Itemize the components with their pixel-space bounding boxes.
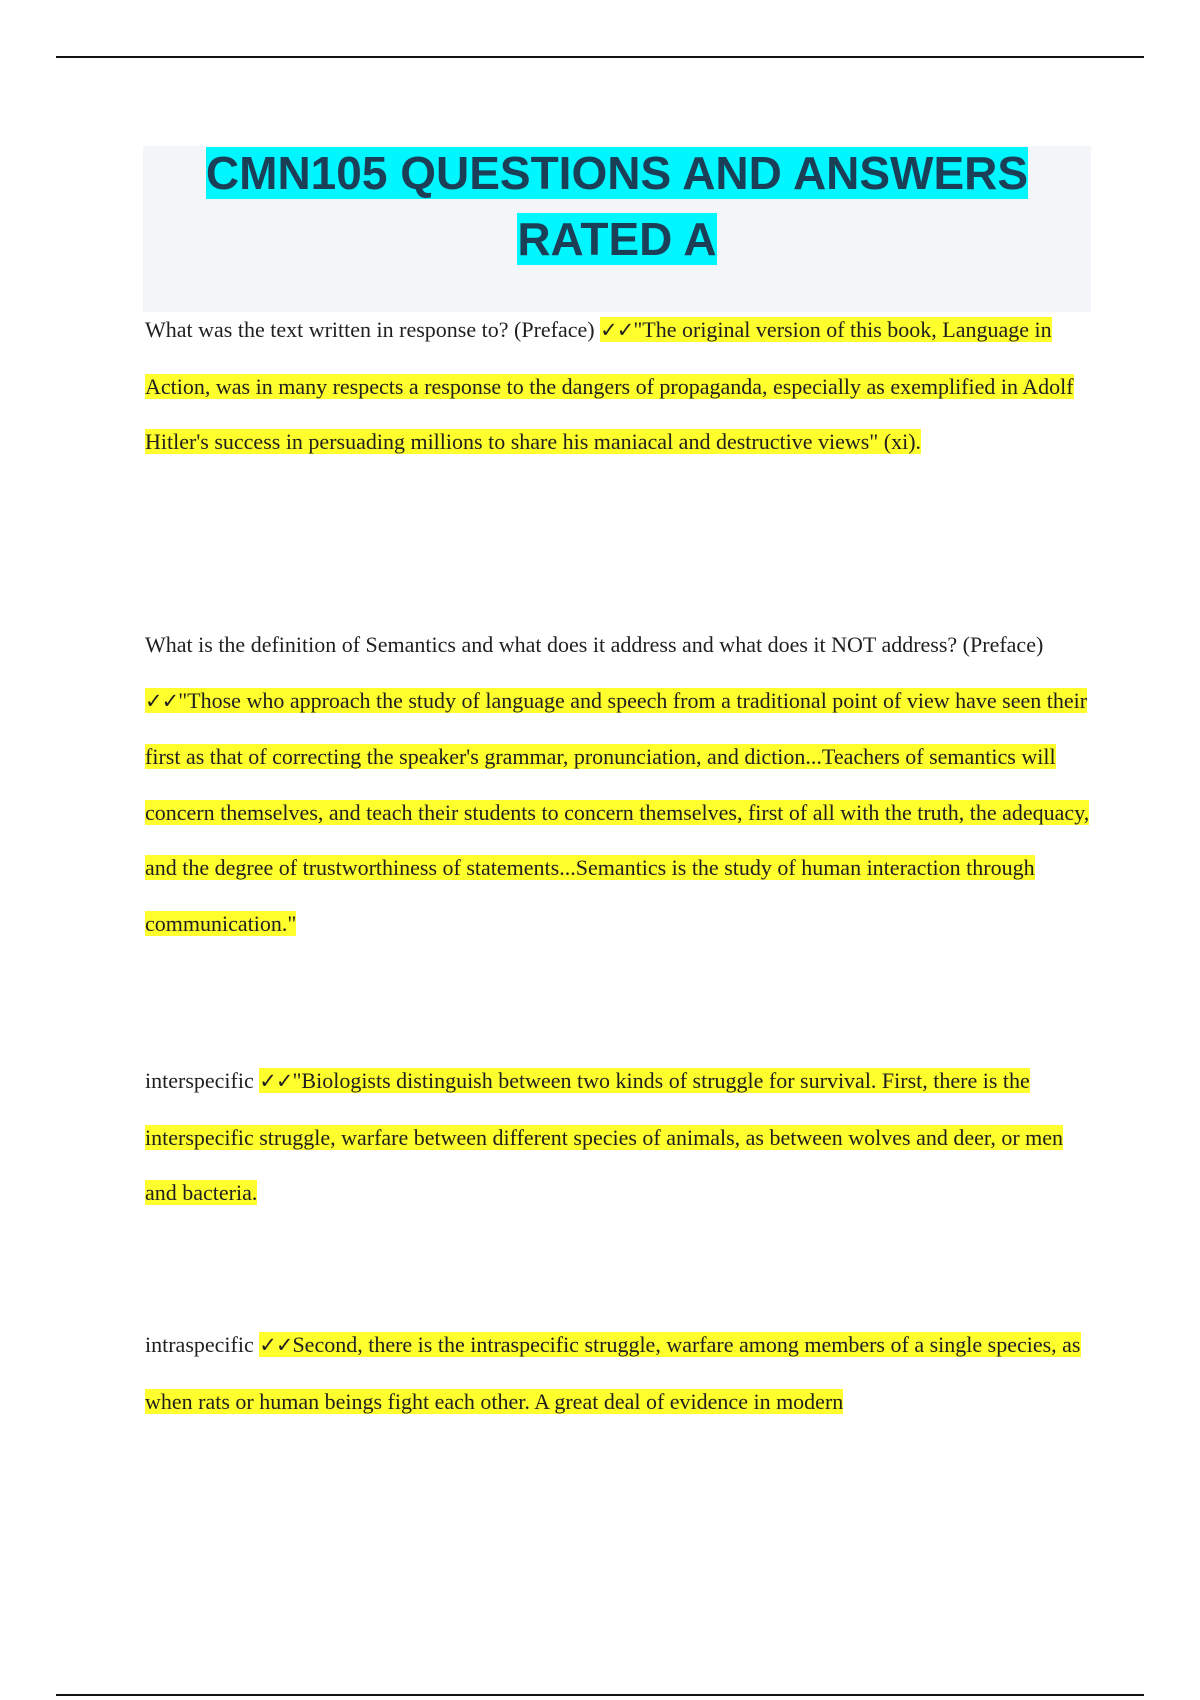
question-text: interspecific <box>145 1068 260 1093</box>
question-text: intraspecific <box>145 1332 260 1357</box>
qa-entry <box>145 302 1095 470</box>
qa-entry <box>145 1317 1095 1429</box>
double-check-icon: ✓✓ <box>145 688 179 713</box>
answer-body: "The original version of this book, Language in Action, was in many respects a response to the dangers of propaganda, especially as exemplified in Adolf Hitler's success in persuading millions to share his maniacal and destructive views" (xi). <box>145 317 1074 454</box>
document-title-line-2: RATED A <box>517 213 717 265</box>
double-check-icon: ✓✓ <box>600 318 634 342</box>
document-title-line-1: CMN105 QUESTIONS AND ANSWERS <box>205 147 1029 199</box>
answer-body: "Biologists distinguish between two kinds of struggle for survival. First, there is the interspecific struggle, warfare between different species of animals, as between wolves and deer, or men and bacteria. <box>145 1068 1064 1205</box>
answer-text <box>145 688 1089 936</box>
question-text: What is the definition of Semantics and what does it address and what does it NOT address? (Preface) <box>145 632 1044 657</box>
answer-text <box>145 1068 1063 1205</box>
question-text: What was the text written in response to? (Preface) <box>145 317 601 342</box>
qa-entry <box>145 617 1095 951</box>
bottom-rule <box>56 1694 1144 1696</box>
answer-body: "Those who approach the study of language and speech from a traditional point of view have seen their first as that of correcting the speaker's grammar, pronunciation, and diction...Teachers of semantics will concern themselves, and teach their students to concern themselves, first of all with the truth, the adequacy, and the degree of trustworthiness of statements...Semantics is the study of human interaction through communication." <box>145 687 1090 936</box>
qa-entry <box>145 1053 1095 1221</box>
title-block <box>143 146 1091 312</box>
answer-body: Second, there is the intraspecific struggle, warfare among members of a single species, as when rats or human beings fight each other. A great deal of evidence in modern <box>145 1332 1081 1414</box>
answer-text <box>145 1332 1081 1414</box>
top-rule <box>56 56 1144 58</box>
double-check-icon: ✓✓ <box>259 1333 293 1357</box>
double-check-icon: ✓✓ <box>259 1069 293 1093</box>
